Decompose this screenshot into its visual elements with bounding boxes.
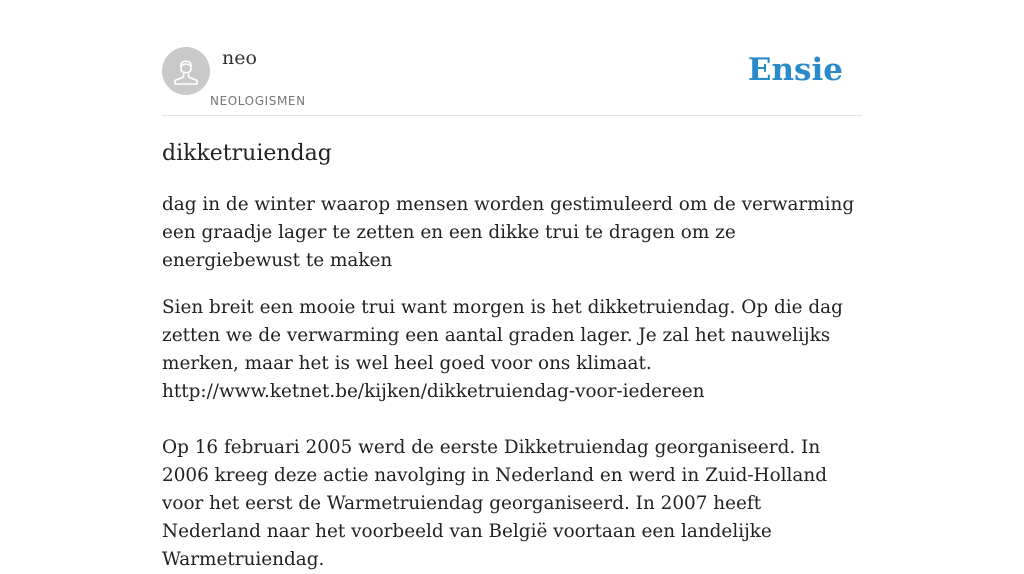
category-label[interactable]: NEOLOGISMEN (210, 94, 306, 108)
example-text: Sien breit een mooie trui want morgen is het dikketruiendag. Op die dag zetten we de verwarming een aantal graden lager. Je zal het nauwelijks merken, maar het is wel heel goed voor ons klimaat. (162, 297, 843, 374)
ensie-logo[interactable]: Ensie (747, 52, 843, 88)
author-username[interactable]: neo (222, 47, 257, 69)
user-icon (162, 47, 210, 95)
entry-title: dikketruiendag (162, 141, 332, 166)
entry-note: Op 16 februari 2005 werd de eerste Dikketruiendag georganiseerd. In 2006 kreeg deze actie navolging in Nederland en werd in Zuid-Holland voor het eerst de Warmetruiendag georganiseerd. In 2007 heeft Nederland naar het voorbeeld van België voortaan een landelijke Warmetruiendag. (162, 437, 828, 570)
entry-definition: dag in de winter waarop mensen worden gestimuleerd om de verwarming een graadje lager te zetten en een dikke trui te dragen om ze energiebewust te maken (162, 194, 855, 271)
entry-header (162, 0, 862, 116)
avatar[interactable] (162, 47, 210, 95)
entry-content (162, 138, 862, 574)
header-divider (162, 115, 862, 116)
example-link: http://www.ketnet.be/kijken/dikketruiendag-voor-iedereen (162, 381, 705, 402)
entry-example (162, 294, 862, 406)
